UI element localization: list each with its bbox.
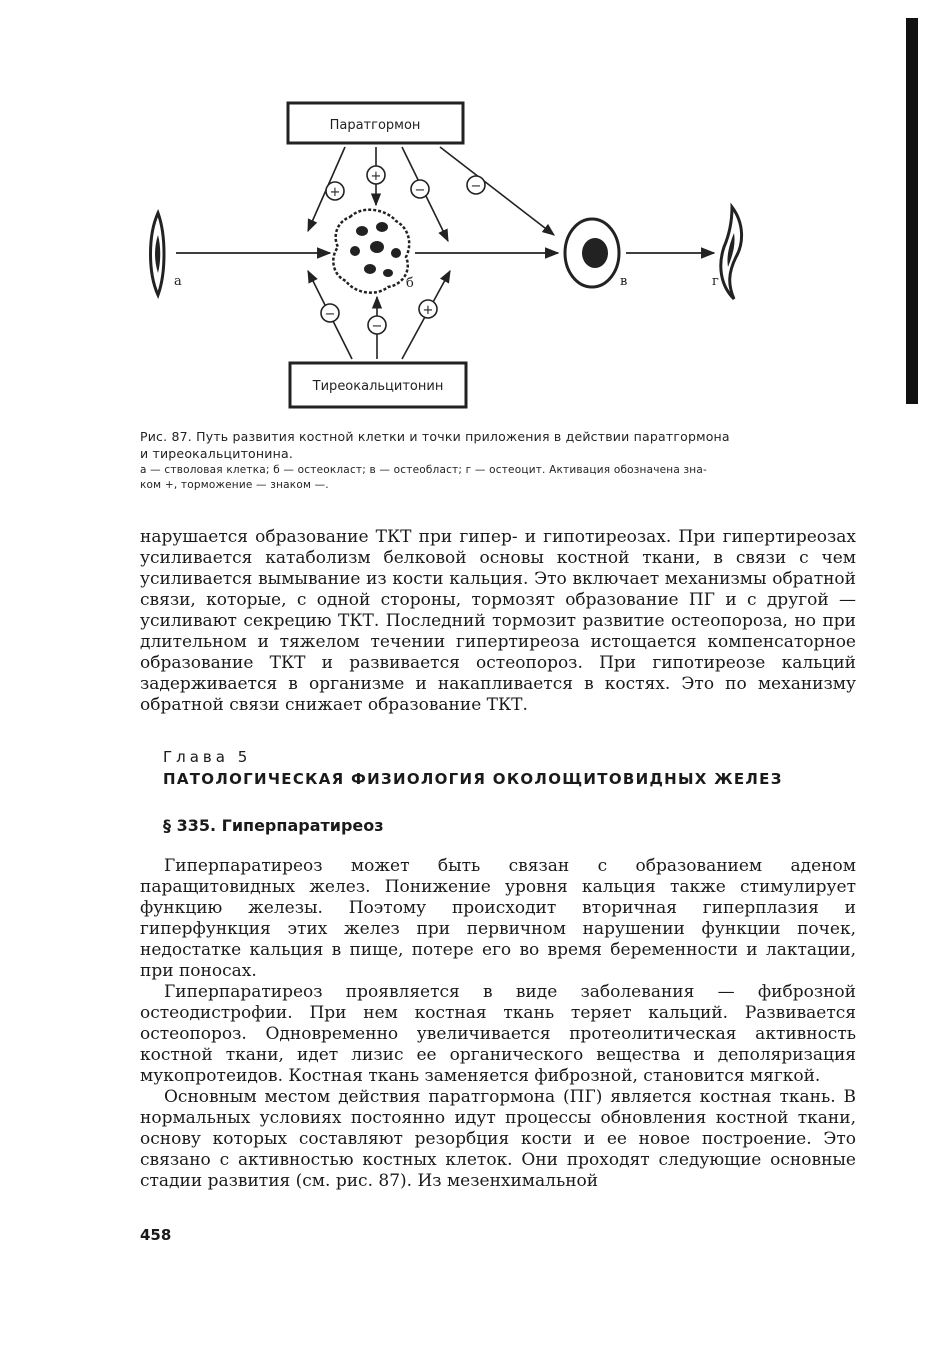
caption-main-line2: и тиреокальцитонина.	[140, 446, 294, 461]
page-number: 458	[140, 1226, 172, 1244]
svg-text:+: +	[422, 303, 434, 318]
caption-note-line2: ком +, торможение — знаком —.	[140, 479, 329, 491]
svg-text:−: −	[324, 307, 336, 322]
svg-text:+: +	[329, 185, 341, 200]
osteoclast-cell	[333, 210, 414, 293]
chapter-title: ПАТОЛОГИЧЕСКАЯ ФИЗИОЛОГИЯ ОКОЛОЩИТОВИДНЫХ ЖЕЛЕЗ	[163, 770, 783, 788]
parathormone-label: Паратгормон	[329, 118, 421, 133]
paragraph-top: нарушается образование ТКТ при гипер- и гипотиреозах. При гипертиреозах усиливается катаболизм белковой основы костной ткани, в связи с чем усиливается вымывание из кости кальция. Это включает механизмы обратной связи, которые, с одной стороны, тормозят образование ПГ и с другой — усиливают секрецию ТКТ. Последний тормозит развитие остеопороза, но при длительном и тяжелом течении гипертиреоза истощается компенсаторное образование ТКТ и развивается остеопороз. При гипотиреозе кальций задерживается в организме и накапливается в костях. Это по механизму обратной связи снижает образование ТКТ.	[140, 527, 856, 715]
figure-caption	[140, 428, 856, 492]
sign-top-far	[467, 176, 485, 194]
sign-bottom-left	[321, 304, 339, 322]
paragraph-2: Гиперпаратиреоз проявляется в виде заболевания — фиброзной остеодистрофии. При нем костная ткань теряет кальций. Развивается остеопороз. Одновременно увеличивается протеолитическая активность костной ткани, идет лизис ее органического вещества и деполяризация мукопротеидов. Костная ткань заменяется фиброзной, становится мягкой.	[140, 982, 856, 1086]
parathormone-arrows	[308, 147, 554, 241]
section-title: § 335. Гиперпаратиреоз	[163, 816, 384, 835]
chapter-label: Глава 5	[163, 748, 252, 766]
caption-main-line1: Рис. 87. Путь развития костной клетки и точки приложения в действии паратгормона	[140, 429, 730, 444]
sign-top-center	[367, 166, 385, 184]
letter-g: г	[712, 274, 719, 289]
scan-edge-bar	[906, 18, 918, 404]
sign-bottom-center	[368, 316, 386, 334]
svg-text:+: +	[370, 169, 382, 184]
thyrocalcitonin-box	[290, 363, 466, 407]
paragraph-3: Основным местом действия паратгормона (ПГ) является костная ткань. В нормальных условиях постоянно идут процессы обновления костной ткани, основу которых составляют резорбция кости и ее новое построение. Это связано с активностью костных клеток. Они проходят следующие основные стадии развития (см. рис. 87). Из мезенхимальной	[140, 1087, 856, 1191]
letter-a: а	[174, 274, 182, 289]
thyrocalcitonin-label: Тиреокальцитонин	[312, 379, 444, 394]
body-text	[140, 856, 856, 1192]
svg-text:−: −	[470, 179, 482, 194]
letter-b: б	[406, 276, 414, 291]
continuation-paragraph	[140, 527, 856, 716]
osteocyte-cell	[712, 207, 742, 299]
figure-87	[140, 95, 860, 425]
stem-cell	[151, 213, 183, 295]
sign-top-right	[411, 180, 429, 198]
sign-bottom-right	[419, 300, 437, 318]
paragraph-1: Гиперпаратиреоз может быть связан с образованием аденом паращитовидных желез. Понижение уровня кальция также стимулирует функцию железы. Поэтому происходит вторичная гиперплазия и гиперфункция этих желез при первичном нарушении функции почек, недостатке кальция в пище, потере его во время беременности и лактации, при поносах.	[140, 856, 856, 981]
figure-87-diagram	[140, 95, 860, 425]
caption-note-line1: а — стволовая клетка; б — остеокласт; в — остеобласт; г — остеоцит. Активация обозначена зна-	[140, 464, 707, 476]
svg-text:−: −	[371, 319, 383, 334]
sign-top-left	[326, 182, 344, 200]
letter-v: в	[620, 274, 628, 289]
parathormone-box	[288, 103, 463, 143]
svg-text:−: −	[414, 183, 426, 198]
osteoblast-cell	[565, 219, 627, 289]
